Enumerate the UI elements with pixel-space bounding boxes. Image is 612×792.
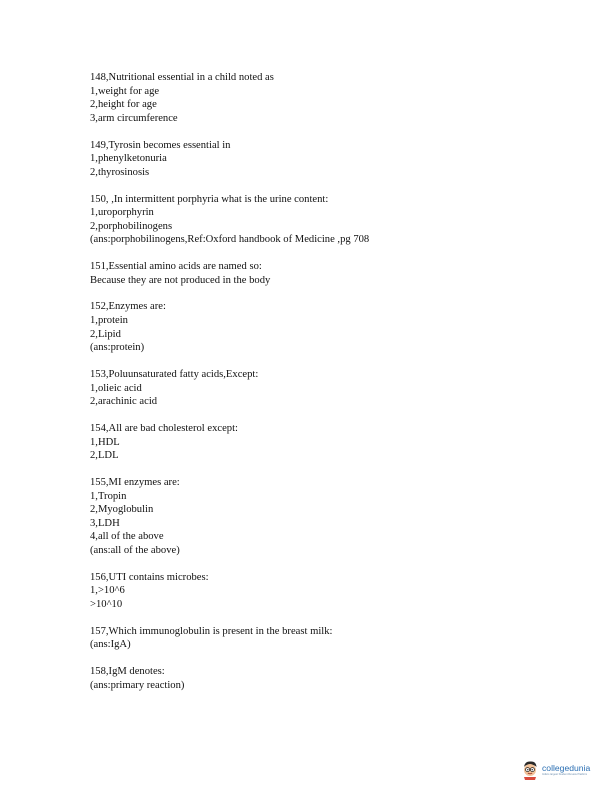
option-line: 1,>10^6	[90, 585, 125, 597]
option-line: 1,weight for age	[90, 85, 160, 97]
answer-line: (ans:primary reaction)	[90, 679, 185, 691]
answer-line: (ans:all of the above)	[90, 544, 180, 556]
option-line: 2,Lipid	[90, 328, 121, 340]
option-line: 2,porphobilinogens	[90, 220, 173, 232]
question-text: 153,Poluunsaturated fatty acids,Except:	[90, 369, 259, 381]
option-line: 4,all of the above	[90, 531, 164, 543]
option-line: >10^10	[90, 598, 123, 610]
question-150	[90, 193, 570, 247]
question-text: 154,All are bad cholesterol except:	[90, 423, 238, 434]
question-text: 150, ,In intermittent porphyria what is the urine content:	[90, 193, 329, 205]
option-line: 1,olieic acid	[90, 382, 142, 394]
option-line: 1,Tropin	[90, 490, 127, 502]
question-153	[90, 368, 570, 409]
question-152	[90, 300, 570, 354]
question-text: 149,Tyrosin becomes essential in	[90, 139, 231, 151]
question-text: 151,Essential amino acids are named so:	[90, 261, 262, 273]
option-line: 1,phenylketonuria	[90, 153, 167, 165]
brand-tagline: India's largest Student Review Platform	[542, 772, 588, 776]
question-157	[90, 625, 570, 652]
answer-line: (ans:IgA)	[90, 639, 131, 651]
collegedunia-logo	[521, 759, 611, 781]
question-155	[90, 476, 570, 558]
question-text: 157,Which immunoglobulin is present in the breast milk:	[90, 625, 333, 637]
option-line: 2,Myoglobulin	[90, 504, 154, 516]
question-158	[90, 665, 570, 692]
question-149	[90, 139, 570, 180]
question-text: 148,Nutritional essential in a child noted as	[90, 72, 274, 83]
question-156	[90, 571, 570, 612]
option-line: 3,LDH	[90, 517, 120, 529]
option-line: 3,arm circumference	[90, 112, 178, 124]
option-line: 2,thyrosinosis	[90, 166, 150, 178]
question-text: 158,IgM denotes:	[90, 666, 165, 678]
option-line: 1,uroporphyrin	[90, 207, 154, 219]
question-list	[90, 71, 570, 705]
question-148	[90, 71, 570, 125]
option-line: 1,HDL	[90, 436, 120, 448]
question-154	[90, 422, 570, 463]
question-text: 152,Enzymes are:	[90, 301, 166, 313]
mascot-icon	[521, 760, 539, 780]
answer-line: Because they are not produced in the body	[90, 274, 271, 286]
option-line: 2,arachinic acid	[90, 396, 158, 408]
option-line: 2,LDL	[90, 450, 119, 462]
answer-line: (ans:protein)	[90, 342, 145, 354]
answer-line: (ans:porphobilinogens,Ref:Oxford handbook of Medicine ,pg 708	[90, 234, 370, 246]
option-line: 1,protein	[90, 315, 128, 327]
brand-name: collegedunia	[542, 762, 591, 773]
question-text: 155,MI enzymes are:	[90, 476, 180, 488]
option-line: 2,height for age	[90, 99, 157, 111]
question-151	[90, 260, 570, 287]
question-text: 156,UTI contains microbes:	[90, 571, 209, 583]
